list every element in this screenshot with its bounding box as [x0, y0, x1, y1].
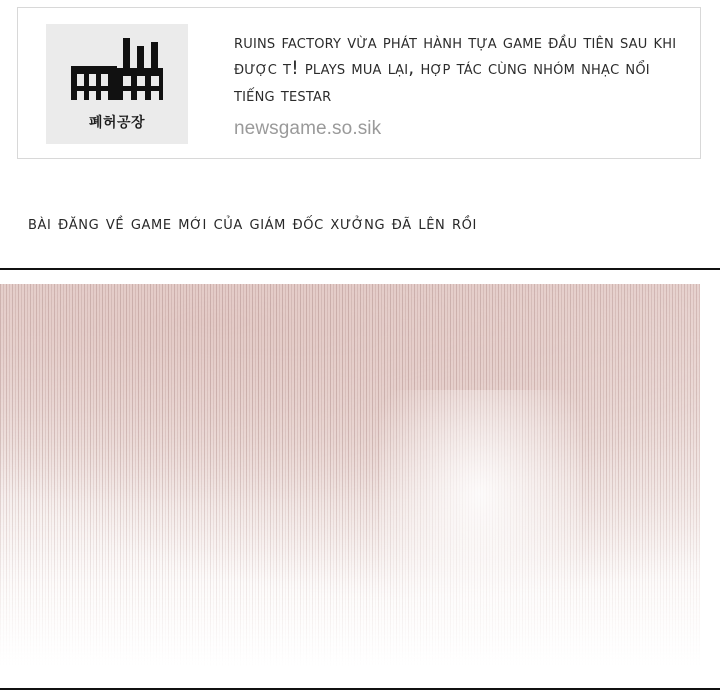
page-caption: bài đăng về game mới của giám đốc xưởng đã lên rồi: [28, 212, 477, 234]
art-highlight: [380, 390, 580, 650]
link-preview-thumbnail: [46, 24, 188, 144]
factory-icon: [65, 36, 169, 112]
thumbnail-caption: 폐허공장: [88, 115, 146, 131]
art-panel: [0, 270, 720, 688]
link-preview-title: ruins factory vừa phát hành tựa game đầu tiên sau khi được t! plays mua lại, hợp tác cùng nhóm nhạc nổi tiếng testar: [234, 32, 677, 106]
link-preview-card[interactable]: [17, 7, 701, 159]
art-strokes-fine: [0, 284, 700, 666]
link-preview-url[interactable]: newsgame.so.sik: [234, 117, 382, 139]
link-preview-text: [234, 30, 680, 140]
